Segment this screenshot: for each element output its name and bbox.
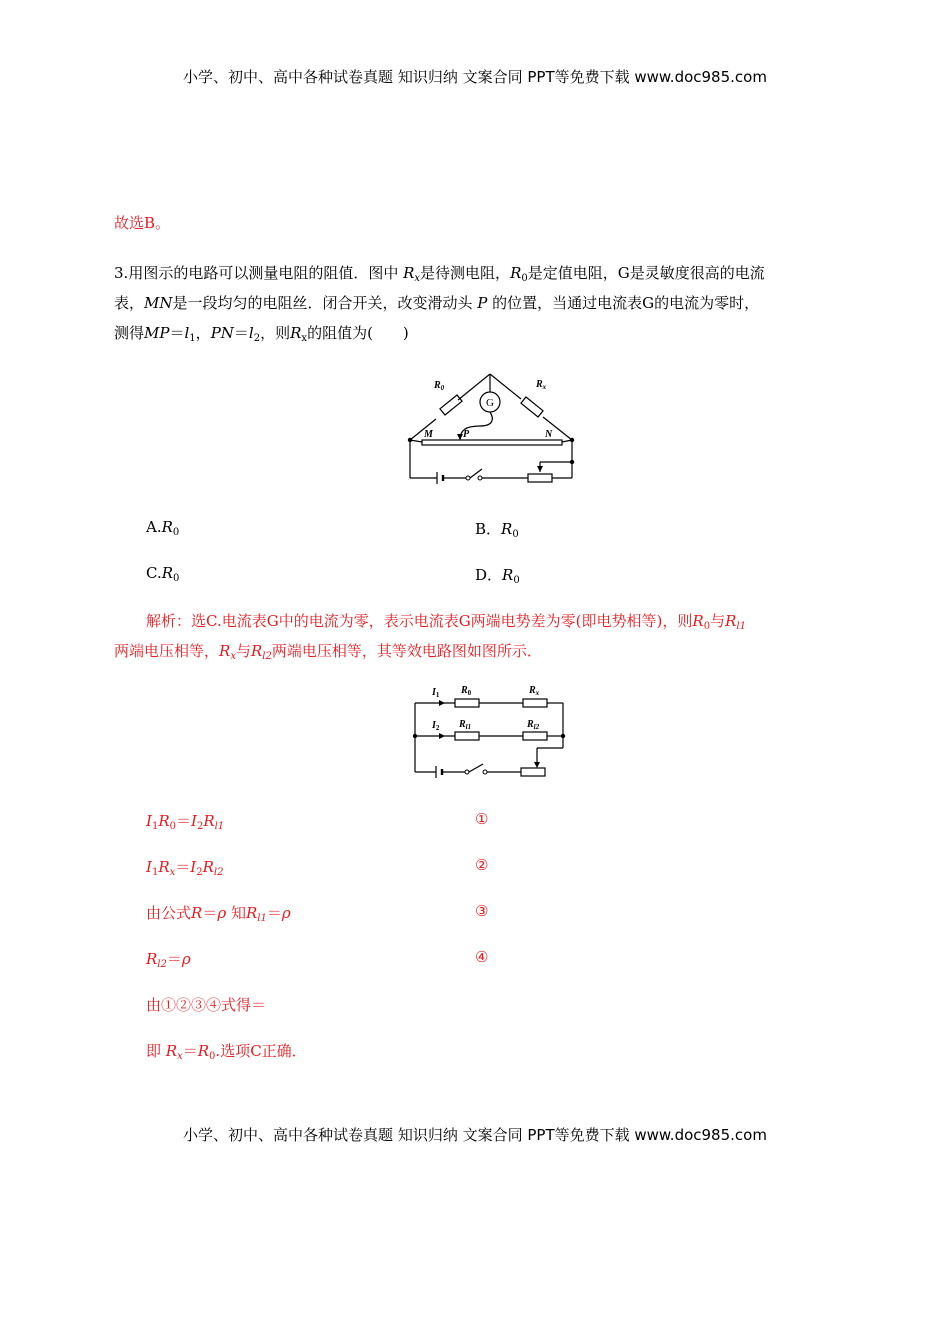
- question-line-3: 测得$MP=l_1$，$PN=l_2$，则$R_x$的阻值为( ): [114, 324, 409, 344]
- rheostat: [521, 768, 545, 776]
- analysis-line-2: 两端电压相等，$R_x$与$R_{l2}$两端电压相等，其等效电路图如图所示．: [114, 642, 542, 662]
- rx-resistor: [523, 699, 547, 707]
- rx-resistor: [521, 397, 543, 417]
- equation-1: $I_1R_0=I_2R_{l1}$: [146, 812, 225, 832]
- switch-contact-a: [466, 476, 470, 480]
- label-n: N: [545, 429, 553, 440]
- r0-resistor: [440, 395, 462, 415]
- option-c: $C.R_0$: [146, 564, 180, 584]
- equation-1-mark: ①: [475, 810, 489, 828]
- bridge-circuit-diagram: [400, 362, 585, 490]
- equivalent-circuit-diagram: [405, 678, 580, 780]
- page-header: 小学、初中、高中各种试卷真题 知识归纳 文案合同 PPT等免费下载 www.doc985.com: [183, 68, 767, 86]
- node-left: [408, 438, 412, 442]
- current-arrow-2: [439, 733, 445, 739]
- label-rl1: $R_{l1}$: [459, 719, 472, 731]
- rheostat-arrow: [537, 466, 543, 472]
- current-arrow-1: [439, 700, 445, 706]
- equation-2-mark: ②: [475, 856, 489, 874]
- equation-4: $R_{l2}=\rho$: [146, 950, 191, 970]
- r0-resistor: [455, 699, 479, 707]
- resistance-wire-mn: [422, 440, 562, 445]
- node-right: [561, 734, 565, 738]
- equation-3: 由公式R＝ρ 知$R_{l1}=\rho$: [146, 904, 291, 924]
- question-line-2: 表，MN是一段均匀的电阻丝．闭合开关，改变滑动头 P 的位置，当通过电流表G的电流为零时，: [114, 294, 760, 312]
- label-r0: $R_0$: [434, 380, 445, 392]
- option-b: B．$R_0$: [475, 520, 519, 540]
- label-p: P: [463, 429, 470, 440]
- label-m: M: [424, 429, 433, 440]
- label-rx: $R_x$: [529, 685, 540, 697]
- option-a: $A.R_0$: [146, 518, 180, 538]
- switch-contact-b: [478, 476, 482, 480]
- label-g: G: [486, 397, 494, 409]
- label-i1: $I_1$: [432, 687, 440, 699]
- equation-4-mark: ④: [475, 948, 489, 966]
- switch-blade: [469, 764, 483, 772]
- label-rx: $R_x$: [536, 379, 547, 391]
- label-r0: $R_0$: [461, 685, 472, 697]
- conclusion: 即 $R_x=R_0$.选项C正确．: [146, 1042, 307, 1062]
- analysis-line-1: 解析：选C.电流表G中的电流为零，表示电流表G两端电势差为零(即电势相等)，则$R_0$与$R_{l1}$: [146, 612, 746, 632]
- rl2-resistor: [523, 732, 547, 740]
- node-right-lower: [570, 460, 574, 464]
- rheostat: [528, 474, 552, 482]
- previous-answer: 故选B。: [114, 214, 171, 232]
- label-i2: $I_2$: [432, 720, 440, 732]
- option-d: D．$R_0$: [475, 566, 520, 586]
- question-line-1: 3.用图示的电路可以测量电阻的阻值．图中 $R_x$是待测电阻，$R_0$是定值电阻，G是灵敏度很高的电流: [114, 264, 765, 284]
- node-left: [413, 734, 417, 738]
- equation-5: 由①②③④式得＝: [146, 996, 267, 1014]
- rheostat-arrow: [534, 762, 540, 768]
- rl1-resistor: [455, 732, 479, 740]
- label-rl2: $R_{l2}$: [527, 719, 540, 731]
- equation-3-mark: ③: [475, 902, 489, 920]
- node-right: [570, 438, 574, 442]
- page-footer: 小学、初中、高中各种试卷真题 知识归纳 文案合同 PPT等免费下载 www.doc985.com: [183, 1126, 767, 1144]
- equation-2: $I_1R_x=I_2R_{l2}$: [146, 858, 224, 878]
